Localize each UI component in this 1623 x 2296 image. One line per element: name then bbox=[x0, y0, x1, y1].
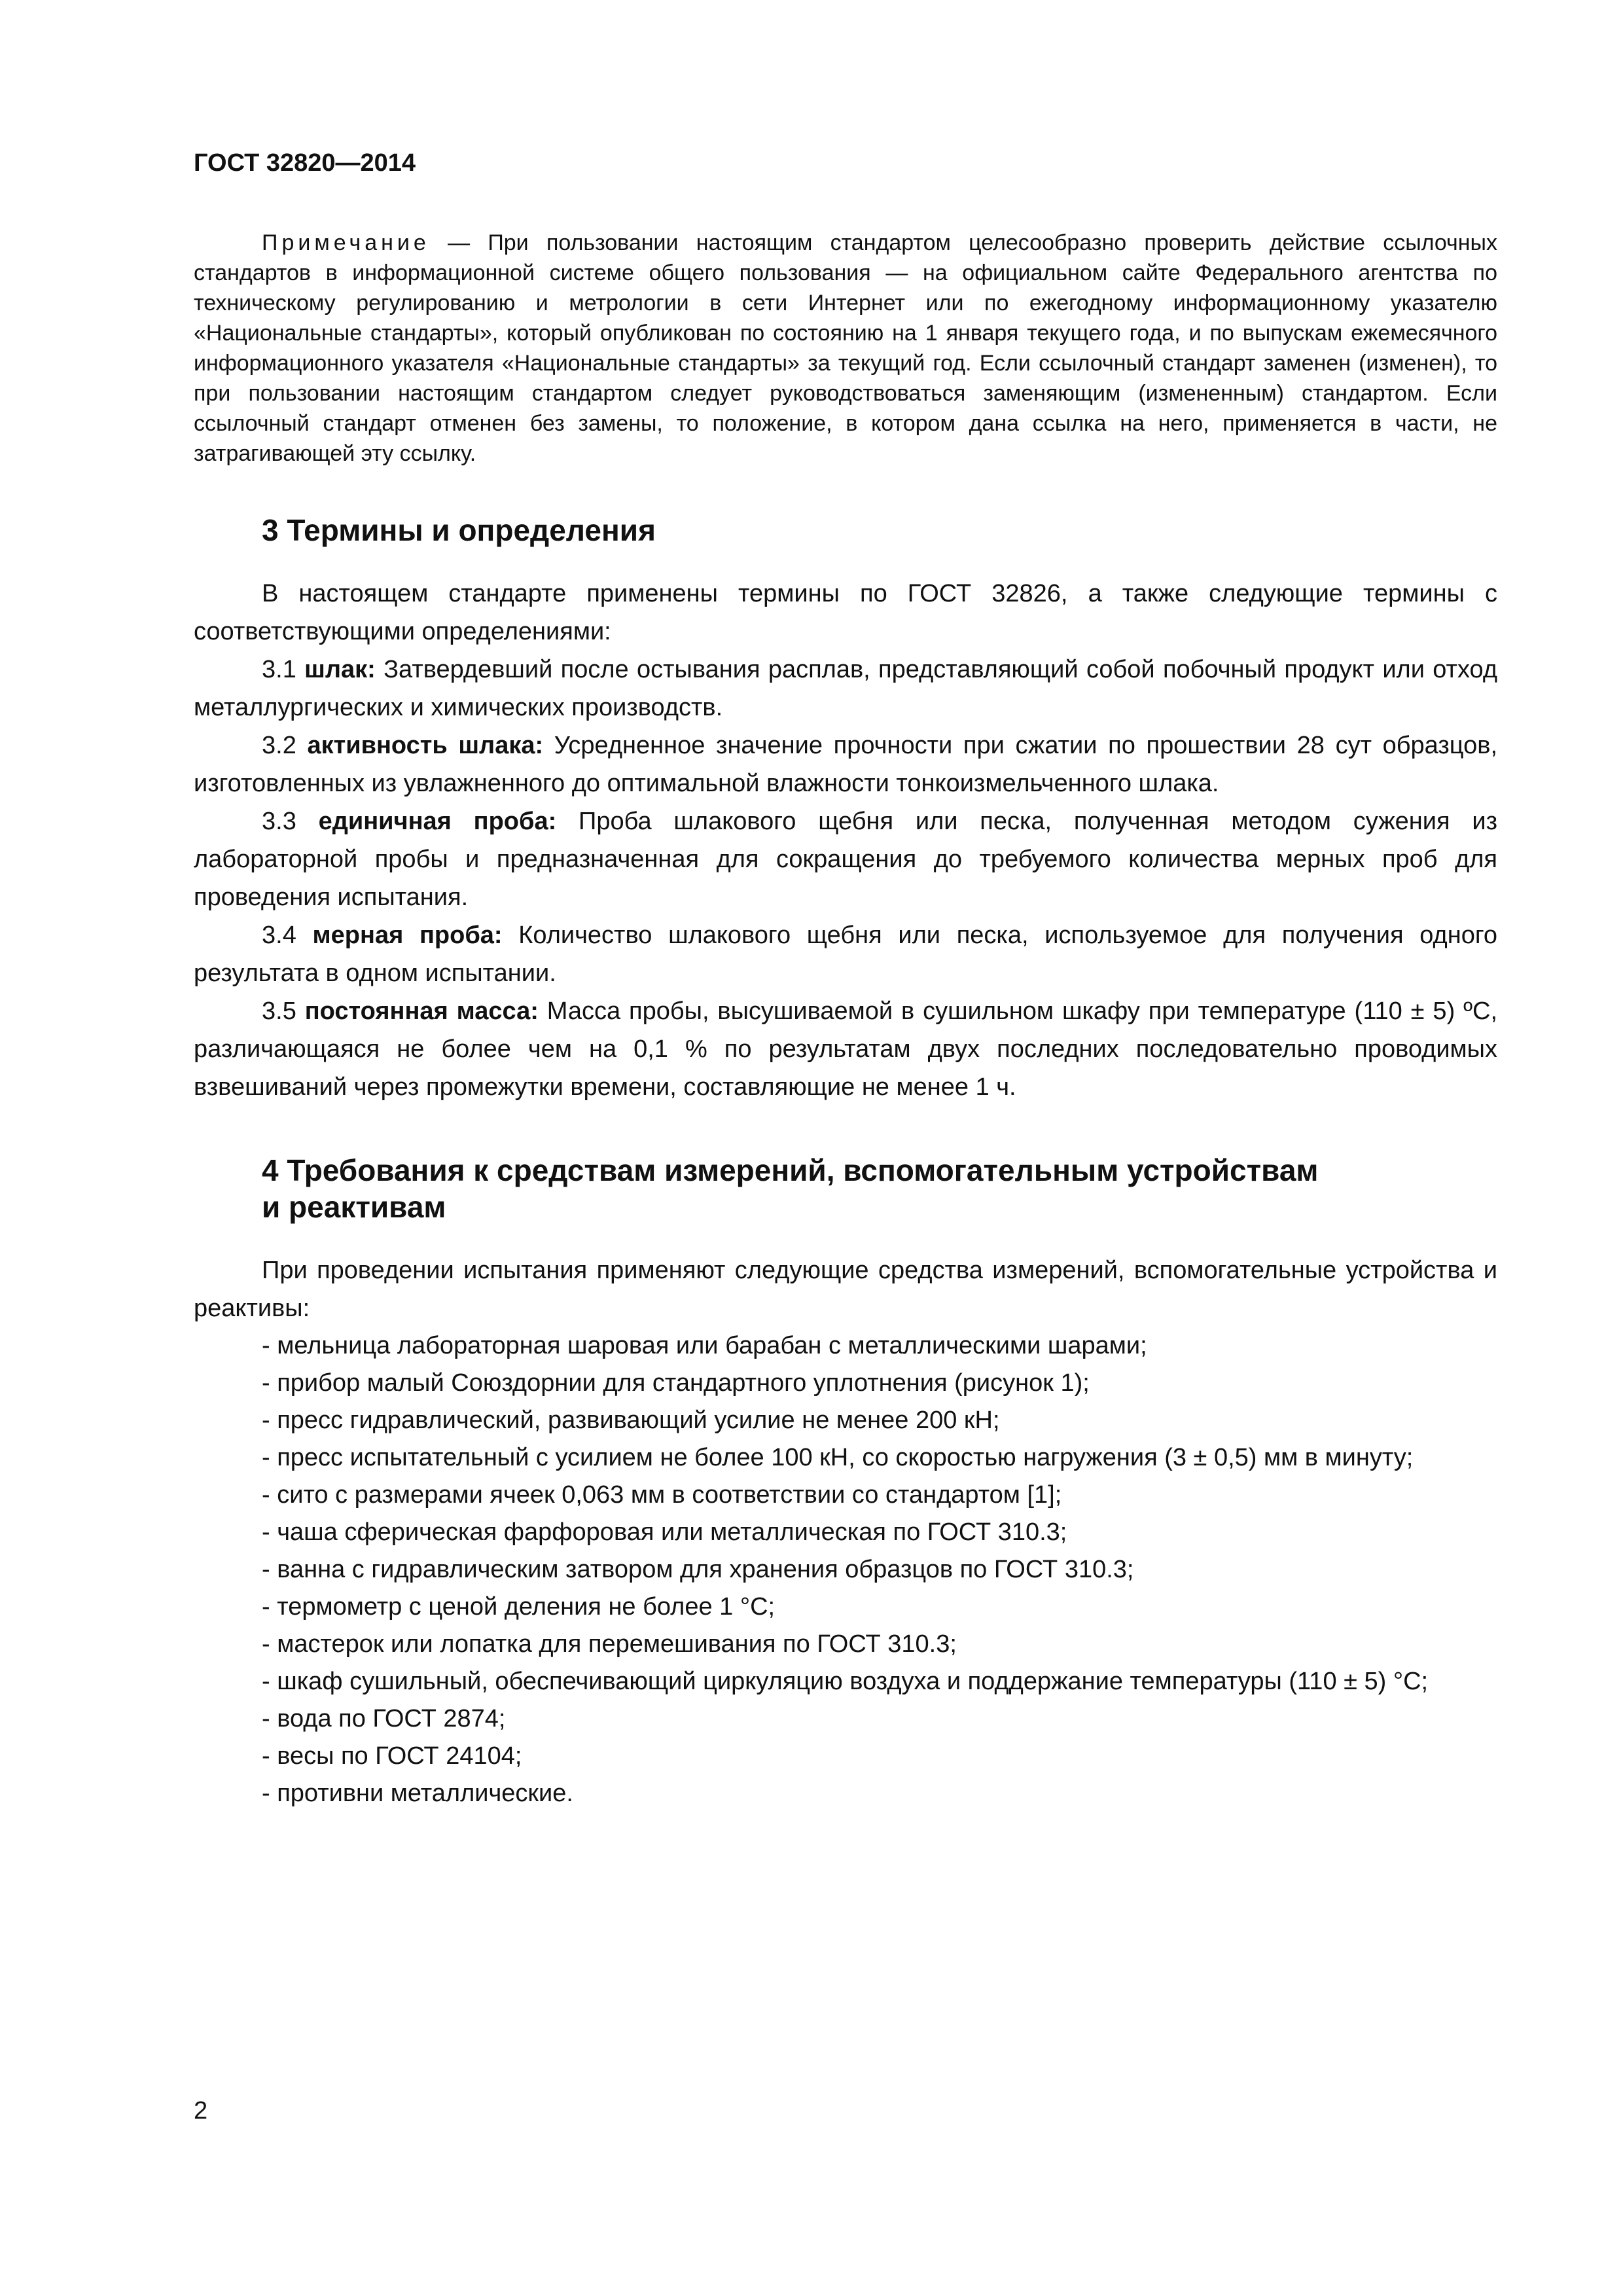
term-text: Проба шлакового щебня или песка, полученная методом сужения из лабораторной пробы и предназначенная для сокращения до требуемого количества мерных проб для проведения испытания. bbox=[194, 808, 1497, 911]
list-item: - вода по ГОСТ 2874; bbox=[262, 1705, 506, 1732]
list-item: - мастерок или лопатка для перемешивания по ГОСТ 310.3; bbox=[262, 1630, 957, 1658]
list-item: - шкаф сушильный, обеспечивающий циркуляцию воздуха и поддержание температуры (110 ± 5) °С; bbox=[262, 1668, 1429, 1695]
term-text: Масса пробы, высушиваемой в сушильном шкафу при температуре (110 ± 5) ºС, различающаяся не более чем на 0,1 % по результатам двух последних последовательно проводимых взвешиваний через промежутки времени, составляющие не менее 1 ч. bbox=[194, 997, 1498, 1101]
list-item: - пресс испытательный с усилием не более 100 кН, со скоростью нагружения (3 ± 0,5) мм в минуту; bbox=[262, 1444, 1414, 1471]
note-text: — При пользовании настоящим стандартом целесообразно проверить действие ссылочных стандартов в информационной системе общего пользования — на официальном сайте Федерального агентства по техническому регулированию и метрологии в сети Интернет или по ежегодному информационному указателю «Национальные стандарты», который опубликован по состоянию на 1 января текущего года, и по выпускам ежемесячного информационного указателя «Национальные стандарты» за текущий год. Если ссылочный стандарт заменен (изменен), то при пользовании настоящим стандартом следует руководствоваться заменяющим (измененным) стандартом. Если ссылочный стандарт отменен без замены, то положение, в котором дана ссылка на него, применяется в части, не затрагивающей эту ссылку. bbox=[194, 230, 1497, 466]
term-name: постоянная масса: bbox=[304, 997, 539, 1025]
list-item: - сито с размерами ячеек 0,063 мм в соответствии со стандартом [1]; bbox=[262, 1481, 1062, 1509]
note-label: Примечание bbox=[262, 230, 430, 255]
list-item: - противни металлические. bbox=[262, 1780, 573, 1807]
term-name: шлак: bbox=[304, 656, 376, 683]
section-4-title-line1: 4 Требования к средствам измерений, вспомогательным устройствам bbox=[262, 1153, 1319, 1187]
list-item: - ванна с гидравлическим затвором для хранения образцов по ГОСТ 310.3; bbox=[262, 1556, 1134, 1583]
term-number: 3.2 bbox=[262, 732, 308, 759]
term-name: единичная проба: bbox=[318, 808, 557, 835]
section-3-title: 3 Термины и определения bbox=[262, 513, 656, 547]
term-number: 3.4 bbox=[262, 922, 313, 949]
page-number: 2 bbox=[194, 2097, 208, 2125]
term-number: 3.5 bbox=[262, 997, 305, 1025]
section-3-intro: В настоящем стандарте применены термины по ГОСТ 32826, а также следующие термины с соответствующими определениями: bbox=[194, 580, 1497, 645]
list-item: - пресс гидравлический, развивающий усилие не менее 200 кН; bbox=[262, 1407, 1000, 1434]
term-definition bbox=[194, 992, 1497, 1106]
term-text: Усредненное значение прочности при сжатии по прошествии 28 сут образцов, изготовленных из увлажненного до оптимальной влажности тонкоизмельченного шлака. bbox=[194, 732, 1498, 797]
term-number: 3.3 bbox=[262, 808, 319, 835]
section-4-title bbox=[262, 1152, 1497, 1225]
equipment-list bbox=[194, 1327, 1497, 1812]
section-4-intro: При проведении испытания применяют следующие средства измерений, вспомогательные устройства и реактивы: bbox=[194, 1257, 1497, 1322]
document-header: ГОСТ 32820—2014 bbox=[194, 149, 416, 177]
section-4-title-line2: и реактивам bbox=[262, 1190, 446, 1224]
term-definition bbox=[194, 802, 1497, 916]
list-item: - термометр с ценой деления не более 1 °С; bbox=[262, 1593, 776, 1621]
list-item: - мельница лабораторная шаровая или барабан с металлическими шарами; bbox=[262, 1332, 1147, 1359]
reference-note bbox=[194, 228, 1497, 469]
term-number: 3.1 bbox=[262, 656, 305, 683]
term-name: активность шлака: bbox=[307, 732, 544, 759]
list-item: - прибор малый Союздорнии для стандартного уплотнения (рисунок 1); bbox=[262, 1369, 1090, 1397]
page-content bbox=[194, 228, 1497, 1812]
term-definition bbox=[194, 726, 1497, 802]
list-item: - чаша сферическая фарфоровая или металлическая по ГОСТ 310.3; bbox=[262, 1518, 1067, 1546]
list-item: - весы по ГОСТ 24104; bbox=[262, 1742, 522, 1770]
term-text: Количество шлакового щебня или песка, используемое для получения одного результата в одном испытании. bbox=[194, 922, 1497, 987]
term-definition bbox=[194, 651, 1497, 726]
term-name: мерная проба: bbox=[312, 922, 503, 949]
term-definition bbox=[194, 916, 1497, 992]
term-text: Затвердевший после остывания расплав, представляющий собой побочный продукт или отход металлургических и химических производств. bbox=[194, 656, 1498, 721]
